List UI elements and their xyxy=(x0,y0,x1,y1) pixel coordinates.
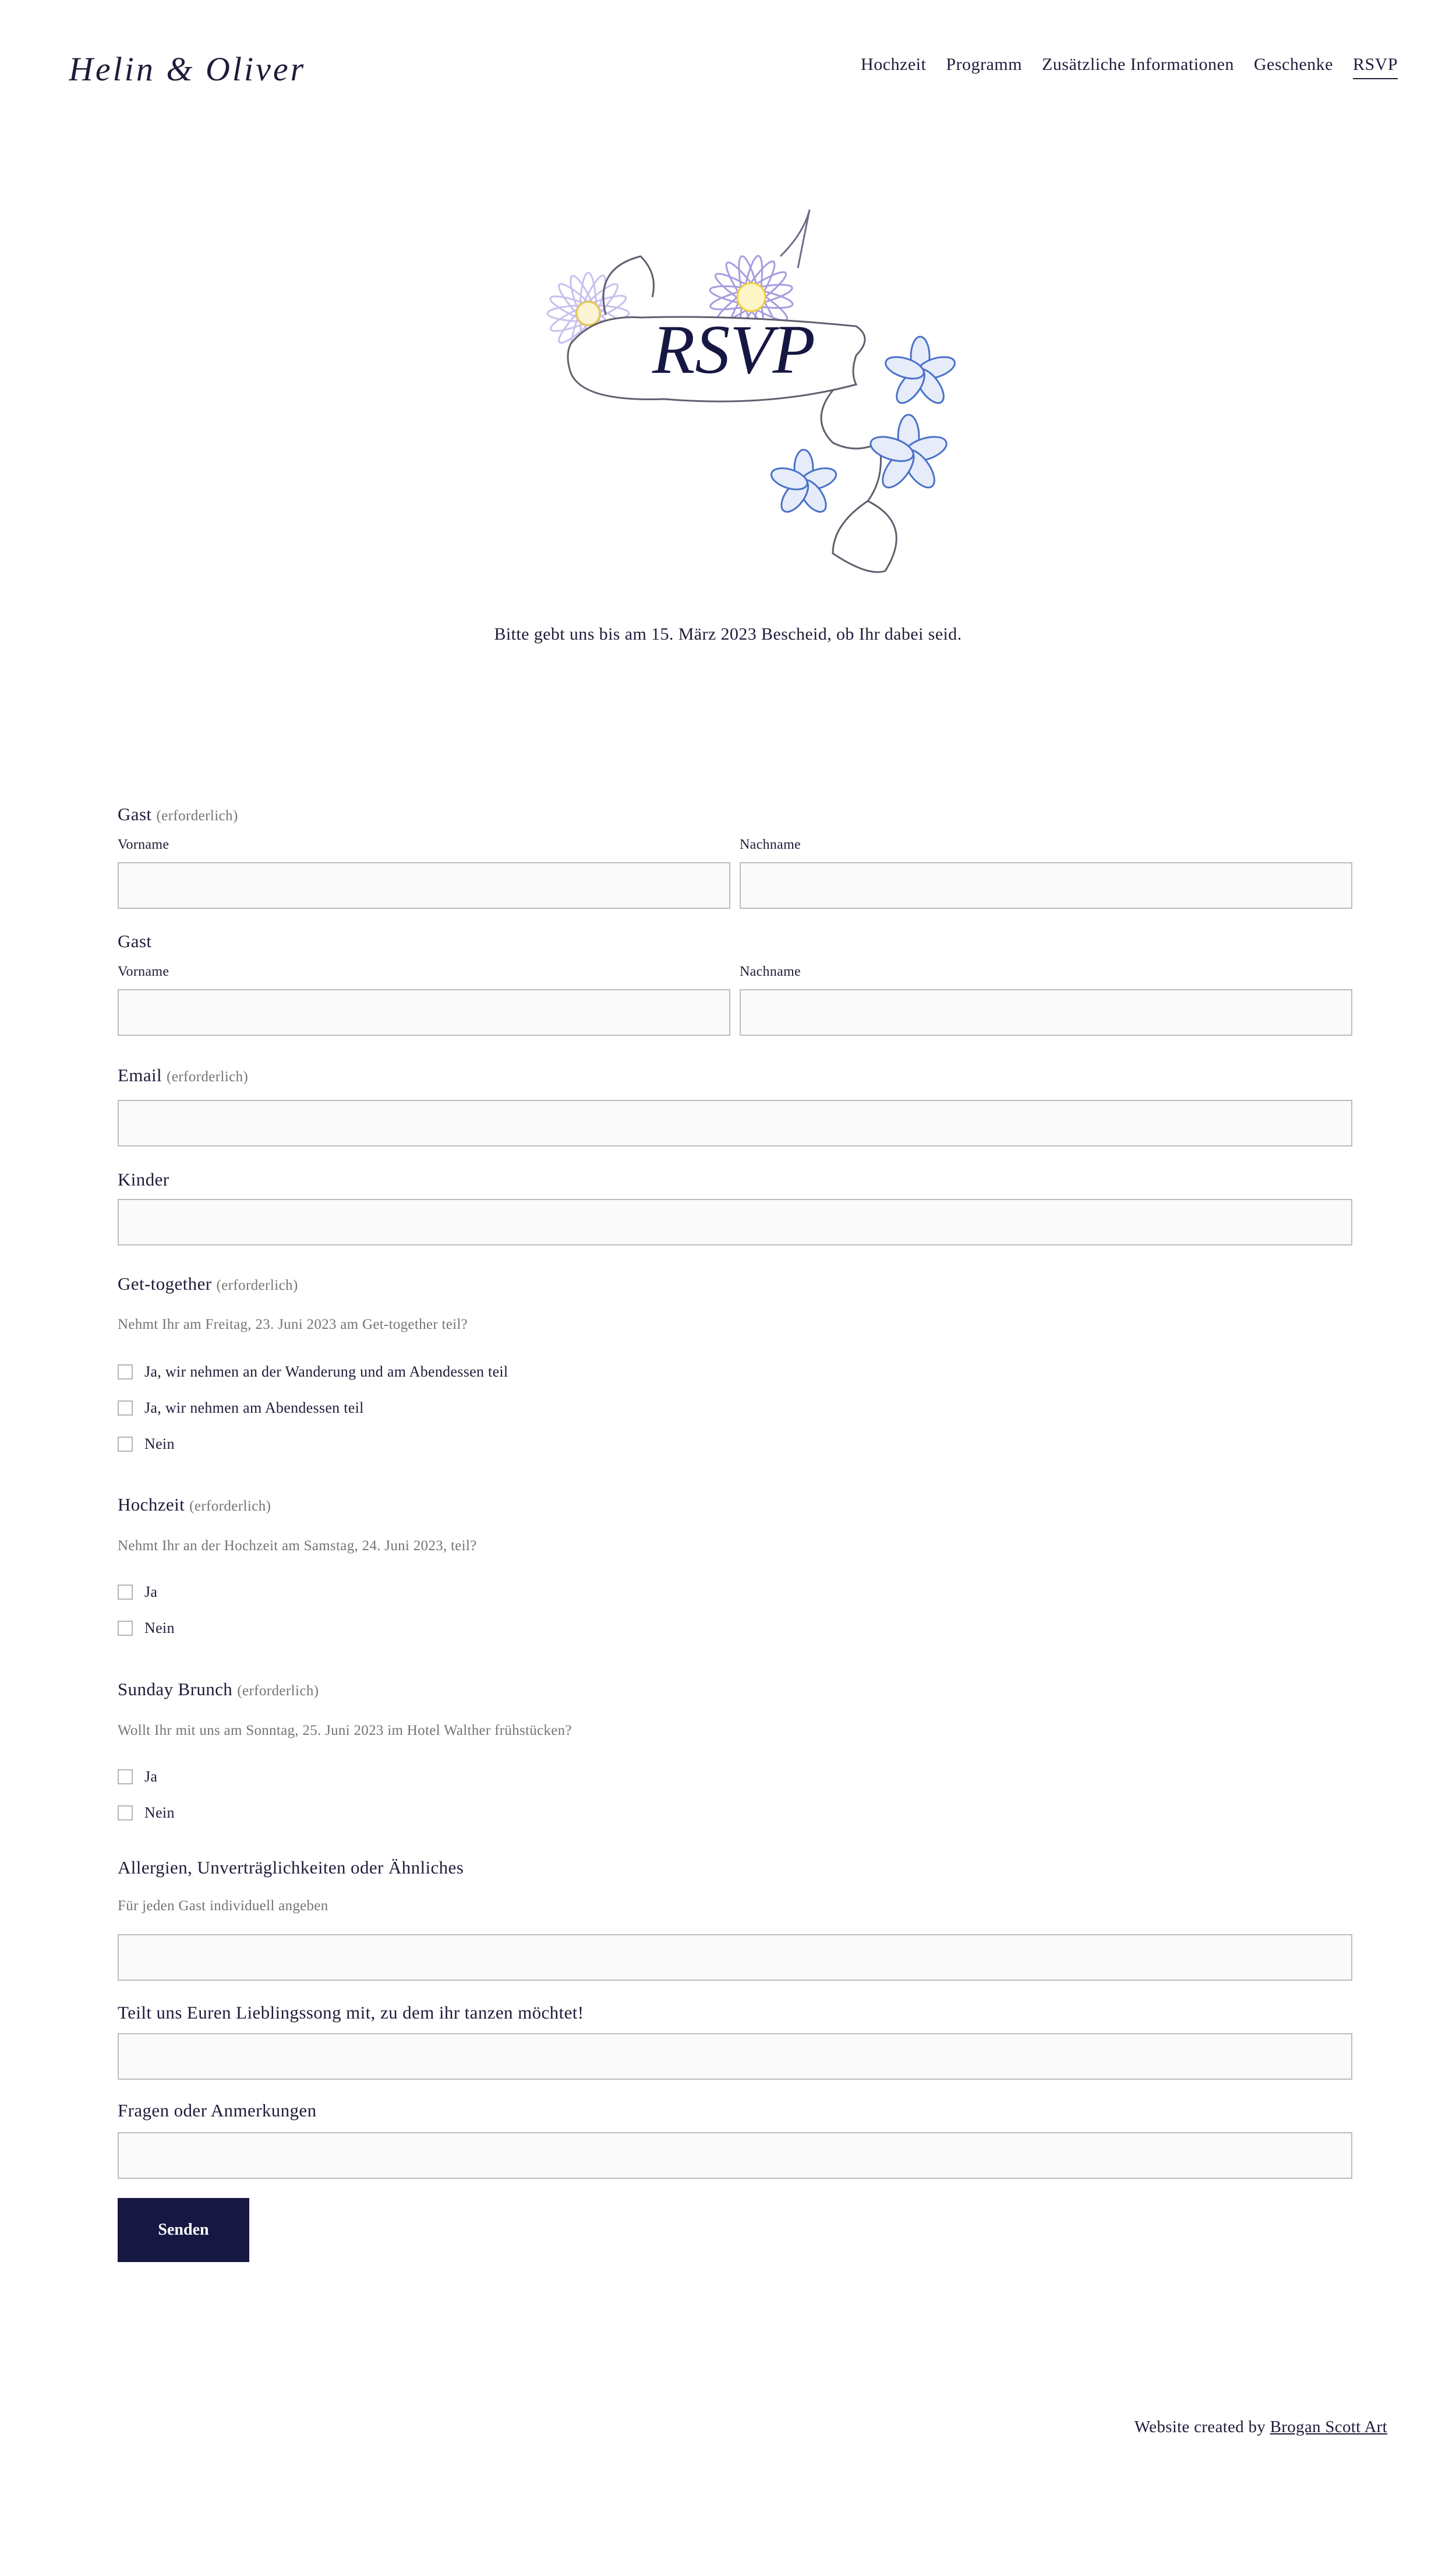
questions-label: Fragen oder Anmerkungen xyxy=(118,2100,317,2121)
wedding-desc: Nehmt Ihr an der Hochzeit am Samstag, 24. Juni 2023, teil? xyxy=(118,1538,477,1554)
brunch-desc: Wollt Ihr mit uns am Sonntag, 25. Juni 2023 im Hotel Walther frühstücken? xyxy=(118,1723,572,1738)
kids-label: Kinder xyxy=(118,1169,169,1190)
submit-button[interactable]: Senden xyxy=(118,2198,249,2262)
checkbox[interactable] xyxy=(118,1585,133,1600)
guest2-last-input[interactable] xyxy=(740,989,1352,1036)
guest2-first-label: Vorname xyxy=(118,964,169,979)
song-label: Teilt uns Euren Lieblingssong mit, zu dem ihr tanzen möchtet! xyxy=(118,2002,584,2023)
gettogether-option-3[interactable]: Nein xyxy=(118,1435,175,1453)
song-input[interactable] xyxy=(118,2033,1352,2080)
footer-prefix: Website created by xyxy=(1134,2418,1266,2436)
wedding-label: Hochzeit (erforderlich) xyxy=(118,1494,271,1515)
email-input[interactable] xyxy=(118,1100,1352,1146)
brunch-option-nein[interactable]: Nein xyxy=(118,1804,175,1822)
checkbox[interactable] xyxy=(118,1400,133,1416)
checkbox[interactable] xyxy=(118,1364,133,1379)
gettogether-desc: Nehmt Ihr am Freitag, 23. Juni 2023 am Get-together teil? xyxy=(118,1317,468,1332)
guest1-last-input[interactable] xyxy=(740,862,1352,909)
wedding-option-nein[interactable]: Nein xyxy=(118,1620,175,1637)
rsvp-intro: Bitte gebt uns bis am 15. März 2023 Bescheid, ob Ihr dabei seid. xyxy=(494,624,962,644)
kids-input[interactable] xyxy=(118,1199,1352,1246)
checkbox[interactable] xyxy=(118,1437,133,1452)
guest2-label: Gast xyxy=(118,931,152,951)
nav-geschenke[interactable]: Geschenke xyxy=(1253,55,1333,74)
questions-input[interactable] xyxy=(118,2132,1352,2179)
checkbox[interactable] xyxy=(118,1769,133,1784)
guest1-label: Gast (erforderlich) xyxy=(118,804,238,824)
gettogether-option-2[interactable]: Ja, wir nehmen am Abendessen teil xyxy=(118,1399,364,1417)
brunch-label: Sunday Brunch (erforderlich) xyxy=(118,1679,319,1699)
guest2-first-input[interactable] xyxy=(118,989,730,1036)
site-logo[interactable] xyxy=(69,47,348,93)
footer-credit xyxy=(1135,2418,1387,2437)
main-nav xyxy=(861,55,1398,79)
svg-text:Helin & Oliver: Helin & Oliver xyxy=(69,50,306,88)
wedding-option-ja[interactable]: Ja xyxy=(118,1583,157,1601)
nav-programm[interactable]: Programm xyxy=(946,55,1022,74)
nav-rsvp[interactable]: RSVP xyxy=(1353,55,1398,79)
email-label: Email (erforderlich) xyxy=(118,1065,249,1085)
guest1-first-input[interactable] xyxy=(118,862,730,909)
checkbox[interactable] xyxy=(118,1621,133,1636)
guest2-last-label: Nachname xyxy=(740,964,801,979)
ribbon-icon xyxy=(568,256,896,572)
nav-info[interactable]: Zusätzliche Informationen xyxy=(1041,55,1234,74)
allergies-input[interactable] xyxy=(118,1934,1352,1981)
nav-hochzeit[interactable]: Hochzeit xyxy=(861,55,927,74)
allergies-desc: Für jeden Gast individuell angeben xyxy=(118,1898,328,1914)
gettogether-option-1[interactable]: Ja, wir nehmen an der Wanderung und am Abendessen teil xyxy=(118,1363,508,1381)
gettogether-label: Get-together (erforderlich) xyxy=(118,1273,298,1294)
logo-handwriting xyxy=(69,47,348,93)
rsvp-banner-illustration xyxy=(507,198,961,583)
allergies-label: Allergien, Unverträglichkeiten oder Ähnliches xyxy=(118,1857,464,1878)
footer-link[interactable]: Brogan Scott Art xyxy=(1270,2418,1387,2436)
banner-text: RSVP xyxy=(652,311,815,388)
checkbox[interactable] xyxy=(118,1805,133,1820)
brunch-option-ja[interactable]: Ja xyxy=(118,1768,157,1786)
guest1-first-label: Vorname xyxy=(118,837,169,852)
guest1-last-label: Nachname xyxy=(740,837,801,852)
